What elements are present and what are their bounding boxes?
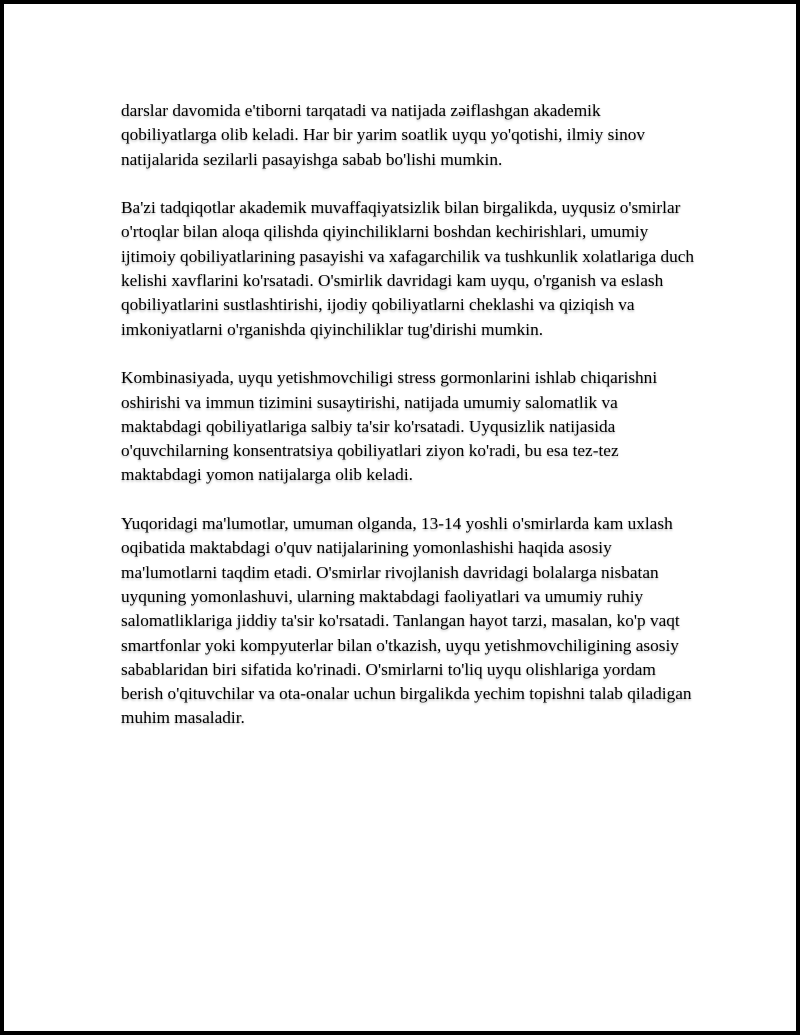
paragraph-3: Kombinasiyada, uyqu yetishmovchiligi stress gormonlarini ishlab chiqarishni oshirishi va immun tizimini susaytirishi, natijada umumiy salomatlik va maktabdagi qobiliyatlariga salbiy ta'sir ko'rsatadi. Uyqusizlik natijasida o'quvchilarning konsentratsiya qobiliyatlari ziyon ko'radi, bu esa tez-tez maktabdagi yomon natijalarga olib keladi.	[121, 368, 658, 485]
document-body	[121, 99, 696, 755]
paragraph-4: Yuqoridagi ma'lumotlar, umuman olganda, 13-14 yoshli o'smirlarda kam uxlash oqibatida maktabdagi o'quv natijalarining yomonlashishi haqida asosiy ma'lumotlarni taqdim etadi. O'smirlar rivojlanish davridagi bolalarga nisbatan uyquning yomonlashuvi, ularning maktabdagi faoliyatlari va umumiy ruhiy salomatliklariga jiddiy ta'sir ko'rsatadi. Tanlangan hayot tarzi, masalan, ko'p vaqt smartfonlar yoki kompyuterlar bilan o'tkazish, uyqu yetishmovchiligining asosiy sabablaridan biri sifatida ko'rinadi. O'smirlarni to'liq uyqu olishlariga yordam berish o'qituvchilar va ota-onalar uchun birgalikda yechim topishni talab qiladigan muhim masaladir.	[121, 514, 692, 728]
paragraph-1: darslar davomida e'tiborni tarqatadi va natijada zəiflashgan akademik qobiliyatlarga olib keladi. Har bir yarim soatlik uyqu yo'qotishi, ilmiy sinov natijalarida sezilarli pasayishga sabab bo'lishi mumkin.	[121, 101, 646, 169]
paragraph-2: Ba'zi tadqiqotlar akademik muvaffaqiyatsizlik bilan birgalikda, uyqusiz o'smirlar o'rtoqlar bilan aloqa qilishda qiyinchiliklarni boshdan kechirishlari, umumiy ijtimoiy qobiliyatlarining pasayishi va xafagarchilik va tushkunlik xolatlariga duch kelishi xavflarini ko'rsatadi. O'smirlik davridagi kam uyqu, o'rganish va eslash qobiliyatlarini sustlashtirishi, ijodiy qobiliyatlarni cheklashi va qiziqish va imkoniyatlarni o'rganishda qiyinchiliklar tug'dirishi mumkin.	[121, 198, 695, 339]
